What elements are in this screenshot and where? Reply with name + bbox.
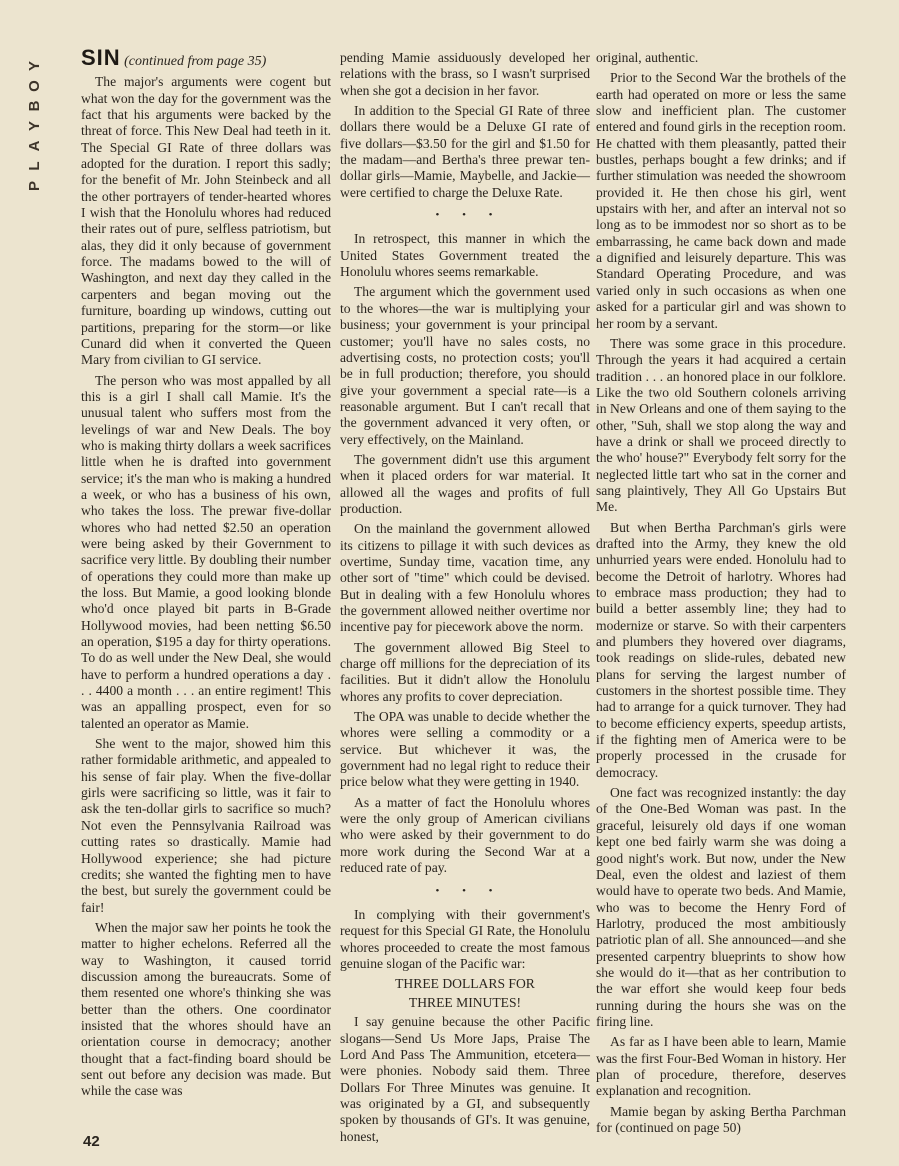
side-masthead [26, 56, 44, 196]
section-divider: • • • [435, 884, 503, 897]
page-number: 42 [83, 1133, 100, 1150]
paragraph: As a matter of fact the Honolulu whores were the only group of American civilians who were asked by their government to do more work during the Second War at a reduced rate of pay. [340, 794, 590, 876]
paragraph: The argument which the government used to the whores—the war is multiplying your business; your government is your principal customer; you'll have no sales costs, no advertising costs, no protection costs; you'll be in full production; therefore, you should give your government a special rate—is a reasonable argument. But I can't recall that the government advanced it very often, or very effectively, on the Mainland. [340, 284, 590, 447]
section-divider: • • • [435, 209, 503, 222]
paragraph: In addition to the Special GI Rate of three dollars there would be a Deluxe GI rate of five dollars—$3.50 for the girl and $1.50 for the madam—and Bertha's three prewar ten-dollar girls—Mamie, Maybelle, and Jackie—were certified to charge the Deluxe Rate. [340, 103, 590, 200]
masthead-letter: B [26, 100, 43, 112]
masthead-letter: A [26, 140, 43, 152]
masthead-letter: Y [26, 121, 43, 132]
paragraph: In complying with their government's request for this Special GI Rate, the Honolulu whores proceeded to create the most famous genuine slogan of the Pacific war: [340, 906, 590, 971]
paragraph: The government allowed Big Steel to charge off millions for the depreciation of its facilities. But it didn't allow the Honolulu whores any profits to cover depreciation. [340, 639, 590, 704]
slogan-line: THREE DOLLARS FOR [395, 976, 535, 992]
continued-note: (continued from page 35) [124, 54, 267, 69]
paragraph: But when Bertha Parchman's girls were drafted into the Army, they knew the old unhurried years were ended. Honolulu had to become the Detroit of harlotry. Whores had to embrace mass production; they had to build a better assembly line; they had to modernize or starve. So with their carpenters and plumbers they hovered over diagrams, took readings on slide-rules, debated new plans for serving the largest number of customers in the shortest possible time. They had to arrange for a quick turnover. They had to become efficiency experts, speedup artists, if the fighting men of America were to be properly processed in the crusade for democracy. [596, 519, 846, 780]
article-column-1 [81, 45, 331, 1104]
paragraph: In retrospect, this manner in which the United States Government treated the Honolulu whores seems remarkable. [340, 231, 590, 280]
masthead-letter: P [26, 181, 43, 192]
paragraph: The person who was most appalled by all this is a girl I shall call Mamie. It's the unusual talent who suffers most from the levelings of war and New Deals. The boy who is making thirty dollars a week sacrifices little when he is drafted into government service; it's the man who is making a hundred a week, or who has a business of his own, who takes the loss. The prewar five-dollar whores who had netted $2.50 an operation were being asked by their Government to sacrifice very little. By doubling their number of operations they could more than make up the loss. But Mamie, a good looking blonde who'd once played bit parts in B-Grade Hollywood movies, had been netting $6.50 an operation, $195 a day for thirty operations. To do as well under the New Deal, she would have to perform a hundred operations a day . . . 4400 a month . . . an entire regiment! This was an appalling prospect, even for so talented an operator as Mamie. [81, 372, 331, 731]
paragraph: The OPA was unable to decide whether the whores were selling a commodity or a service. But whichever it was, the government had no legal right to reduce their price below what they were getting in 1940. [340, 709, 590, 790]
paragraph: There was some grace in this procedure. Through the years it had acquired a certain tradition . . . an honored place in our folklore. Like the two old Southern colonels arriving in New Orleans and one of them saying to the other, "Suh, shall we stop along the way and have a drink or shall we proceed directly to the who' house?" Everybody felt sorry for the neglected little tart who sat in the corner and sang plaintively, They All Go Upstairs But Me. [596, 335, 846, 515]
article-column-3 [596, 50, 846, 1140]
paragraph: When the major saw her points he took the matter to higher echelons. Referred all the way to Washington, it caused torrid discussion among the bureaucrats. Some of them resented one whore's thinking she was better than the others. One coordinator insisted that the whores should have an orientation course in democracy; another thought that a fact-finding board should be sent out before any decision was made. But while the case was [81, 919, 331, 1099]
paragraph: Mamie began by asking Bertha Parchman for (continued on page 50) [596, 1103, 846, 1135]
paragraph: One fact was recognized instantly: the day of the One-Bed Woman was past. In the graceful, leisurely old days if one woman kept one bed fairly warm she was doing a good night's work. But now, under the New Deal, even the oldest and laziest of them would have to operate two beds. And Mamie, who was to become the Henry Ford of Harlotry, produced the most ambitiously patriotic plan of all. She announced—and she presented carpentry blueprints to show how she would do it—that as her contribution to the war effort she would keep four beds running during the hours she was on the firing line. [596, 785, 846, 1029]
article-column-2 [340, 50, 590, 1149]
article-title: SIN [81, 45, 121, 70]
paragraph: Prior to the Second War the brothels of the earth had operated on more or less the same slow and inefficient plan. The customer entered and found girls in the reception room. He chatted with them pleasantly, patted their bustles, perhaps bought a few drinks; and if further stimulation was needed the showroom provided it. He then chose his girl, went upstairs with her, and after an interval not so long as to be immodest nor so short as to be embarrassing, he came back down and made a dignified and leisurely departure. This was Standard Operating Procedure, and was varied only in such occasions as when one asked for a particular girl and was shown to her room by a servant. [596, 70, 846, 331]
paragraph: original, authentic. [596, 50, 699, 65]
paragraph: As far as I have been able to learn, Mamie was the first Four-Bed Woman in history. Her plan of procedure, therefore, deserves explanation and recognition. [596, 1034, 846, 1099]
paragraph: She went to the major, showed him this rather formidable arithmetic, and appealed to his sense of fair play. When the five-dollar girls were sacrificing so little, was it fair to ask the ten-dollar girls to sacrifice so much? Not even the Pennsylvania Railroad was cutting rates so drastically. Mamie had Hollywood experience; she had picture credits; she wanted the fighting men to have the best, but surely the government could be fair! [81, 736, 331, 915]
slogan-line: THREE MINUTES! [408, 995, 522, 1011]
paragraph: I say genuine because the other Pacific slogans—Send Us More Japs, Praise The Lord And Pass The Ammunition, etcetera—were phonies. Nobody said them. Three Dollars For Three Minutes was genuine. It was originated by a GI, and subsequently spoken by thousands of GI's. It was genuine, honest, [340, 1014, 590, 1144]
paragraph: The government didn't use this argument when it placed orders for war material. It allowed all the wages and profits of full production. [340, 451, 590, 516]
paragraph: The major's arguments were cogent but what won the day for the government was the fact that his arguments were backed by the threat of force. This New Deal had teeth in it. The Special GI Rate of three dollars was adopted for the duration. I report this sadly; for the benefit of Mr. John Steinbeck and all the other portrayers of tender-hearted whores I wish that the Honolulu whores had reduced their rates out of pure, selfless patriotism, but alas, they did it only because of government force. The madams bowed to the will of Washington, and next day they called in the carpenters and began moving out the furniture, boarding up windows, cutting out partitions, preparing for the storm—or like Cunard did when it converted the Queen Mary from civilian to GI service. [81, 74, 331, 368]
article-heading [81, 45, 331, 70]
masthead-letter: L [26, 161, 43, 171]
paragraph: On the mainland the government allowed its citizens to pillage it with such devices as overtime, Sunday time, vacation time, any other sort of "time" which could be devised. But in dealing with a few Honolulu whores the government allowed neither overtime nor incentive pay for piecework above the norm. [340, 521, 590, 635]
masthead-letter: Y [26, 61, 43, 72]
masthead-letter: O [26, 80, 43, 92]
paragraph: pending Mamie assiduously developed her relations with the brass, so I wasn't surprised when she got a decision in her favor. [340, 50, 590, 98]
